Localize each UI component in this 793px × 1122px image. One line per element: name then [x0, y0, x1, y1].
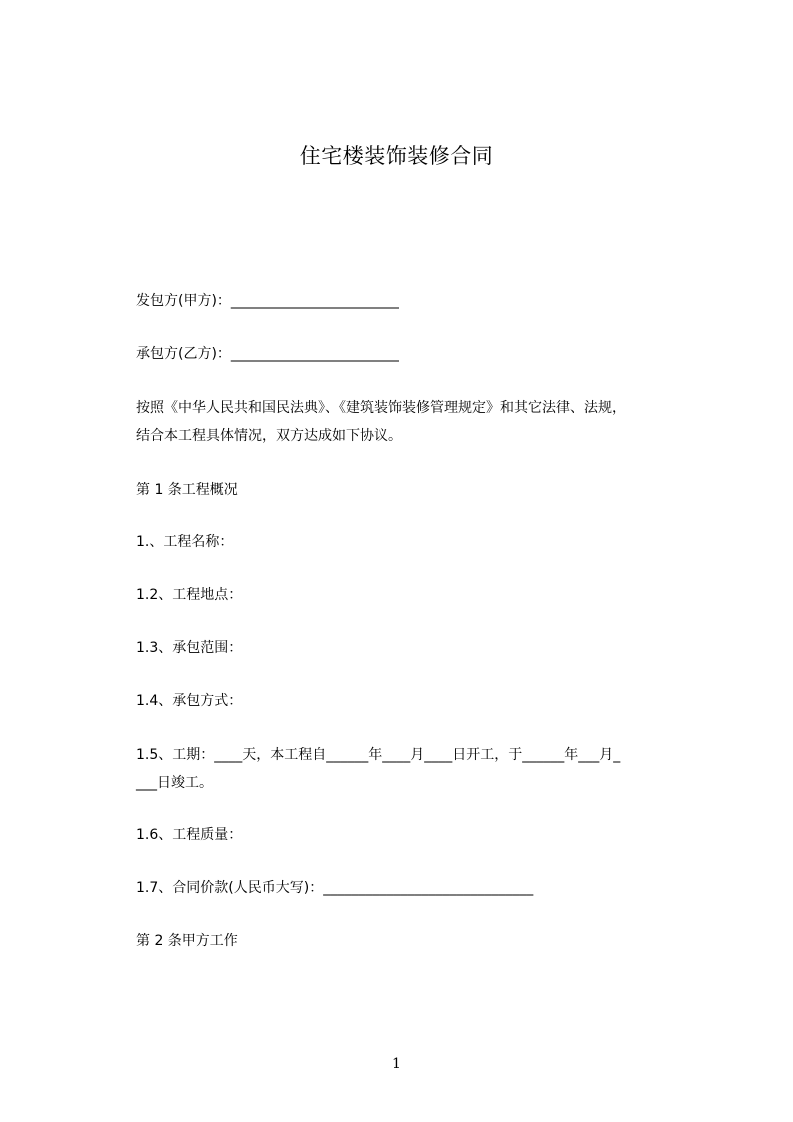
item-1-3: 1.3、承包范围： — [136, 640, 243, 656]
article-2-heading: 第 2 条甲方工作 — [136, 933, 238, 949]
preamble-line-1: 按照《中华人民共和国民法典》、《建筑装饰装修管理规定》和其它法律、法规， — [136, 400, 626, 416]
item-1-5-line-2: ___日竣工。 — [136, 775, 213, 791]
page-number: 1 — [392, 1056, 401, 1072]
document-title: 住宅楼装饰装修合同 — [299, 144, 494, 168]
preamble-line-2: 结合本工程具体情况，双方达成如下协议。 — [136, 428, 402, 444]
party-b-line: 承包方(乙方)：________________________ — [136, 346, 399, 362]
item-1-5-line-1: 1.5、工期：____天，本工程自______年____月____日开工，于______年___月_ — [136, 747, 621, 763]
article-1-heading: 第 1 条工程概况 — [136, 482, 238, 498]
party-a-line: 发包方(甲方)：________________________ — [136, 293, 399, 309]
item-1-7: 1.7、合同价款(人民币大写)：______________________________ — [136, 880, 534, 896]
item-1-1: 1.、工程名称： — [136, 534, 234, 550]
item-1-6: 1.6、工程质量： — [136, 827, 243, 843]
item-1-2: 1.2、工程地点： — [136, 587, 243, 603]
item-1-4: 1.4、承包方式： — [136, 693, 243, 709]
